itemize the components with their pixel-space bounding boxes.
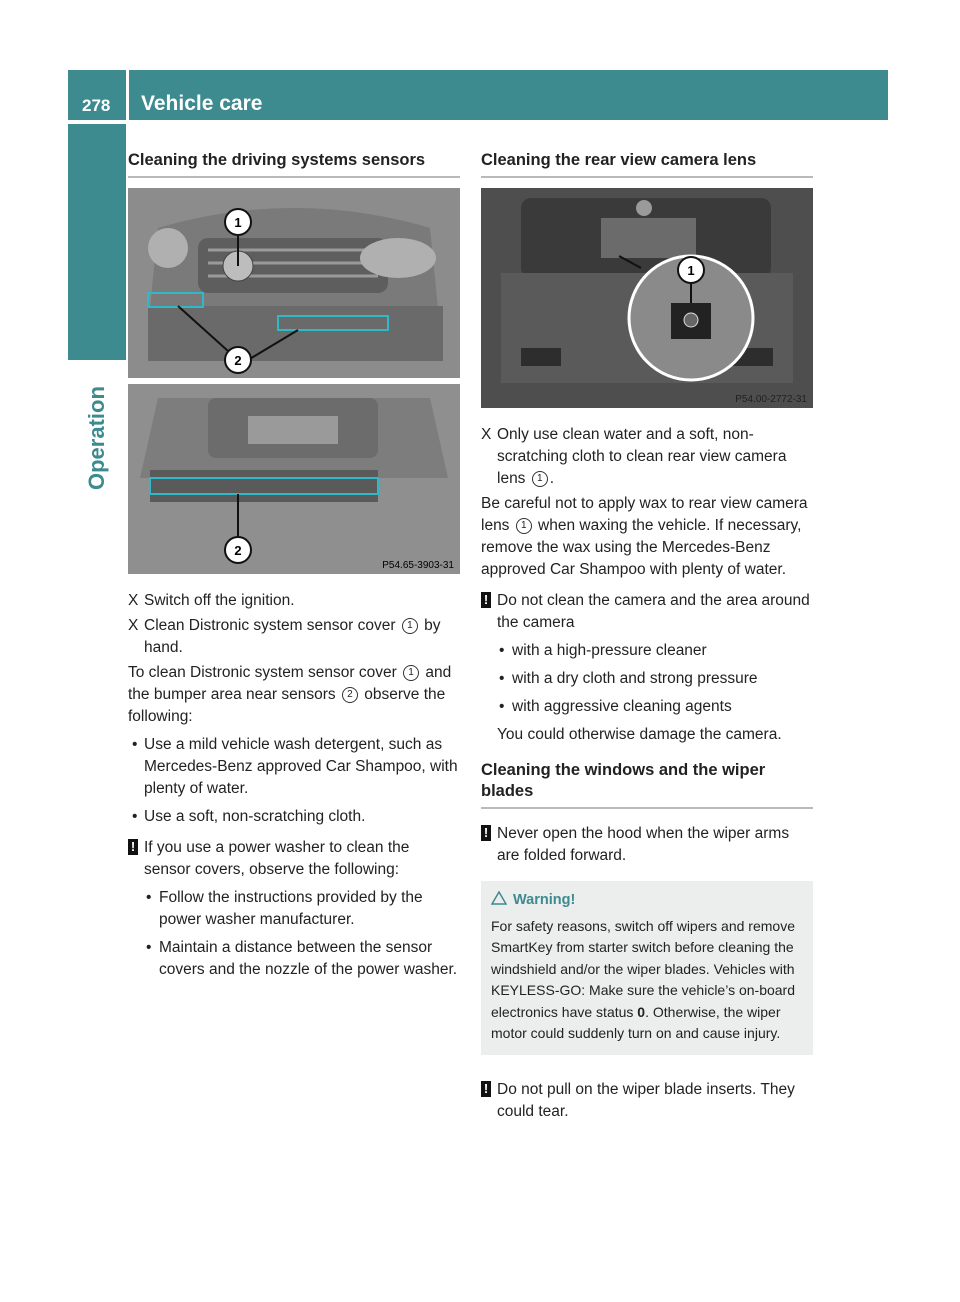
warning-text: [491, 916, 803, 1045]
camera-figure: [481, 188, 813, 408]
bullet-text: Use a mild vehicle wash detergent, such as Mercedes-Benz approved Car Shampoo, with plenty of water.: [144, 736, 458, 797]
step-marker: X: [128, 617, 139, 634]
notice: [128, 837, 460, 881]
para-text: when waxing the vehicle. If necessary, remove the wax using the Mercedes-Benz approved Car Shampoo with plenty of water.: [481, 517, 802, 578]
step-1: [128, 590, 460, 612]
step-text: Clean Distronic system sensor cover: [144, 617, 400, 634]
bullet-1: [128, 734, 460, 800]
ref-callout: 1: [403, 665, 419, 681]
page-number: 278: [82, 96, 111, 115]
bullet-text: Follow the instructions provided by the power washer manufacturer.: [159, 889, 423, 928]
notice-text: Do not pull on the wiper blade inserts. They could tear.: [497, 1080, 795, 1120]
warning-text-post: . Otherwise, the wiper motor could suddenly turn on and cause injury.: [491, 1003, 781, 1041]
step-marker: X: [481, 426, 492, 443]
ref-callout: 2: [342, 687, 358, 703]
sidebar-tab: [68, 124, 126, 360]
warning-header: [491, 889, 803, 912]
section-title-bar: [129, 70, 888, 120]
left-heading: Cleaning the driving systems sensors: [128, 150, 460, 178]
section-title: Vehicle care: [141, 92, 263, 115]
step-text-end: by hand.: [144, 617, 441, 656]
notice-icon: !: [481, 592, 491, 608]
bullet-text: Use a soft, non-scratching cloth.: [144, 808, 366, 825]
bullet-text: Maintain a distance between the sensor covers and the nozzle of the power washer.: [159, 939, 458, 978]
intro-paragraph: [128, 662, 460, 728]
notice-after: You could otherwise damage the camera.: [497, 726, 782, 743]
bullet-mark: •: [499, 670, 505, 687]
warning-status: 0: [637, 1003, 646, 1020]
step-text-end: .: [549, 470, 555, 487]
warning-triangle-icon: [491, 891, 507, 905]
right-heading: Cleaning the rear view camera lens: [481, 150, 813, 178]
notice-text: Never open the hood when the wiper arms are folded forward.: [497, 825, 790, 864]
notice: [481, 590, 813, 634]
notice-icon: !: [481, 825, 491, 841]
bullet-text: with a high-pressure cleaner: [512, 642, 707, 659]
sensors-figure: [128, 188, 460, 574]
figure-ref: P54.65-3903-31: [382, 560, 454, 571]
callout-1: 1: [234, 215, 242, 230]
notice-bullet-1: [128, 887, 460, 931]
callout-1: 1: [687, 263, 695, 278]
bullet-mark: •: [499, 698, 505, 715]
notice-bullet-2: [481, 668, 813, 690]
bullet-text: with a dry cloth and strong pressure: [512, 670, 758, 687]
notice-bullet-2: [128, 937, 460, 981]
bullet-mark: •: [132, 736, 138, 753]
page-number-bar: [68, 70, 126, 120]
notice-inserts: [481, 1079, 813, 1123]
windows-heading: Cleaning the windows and the wiper blades: [481, 760, 813, 809]
right-column: [481, 150, 813, 1123]
step-1: [481, 424, 813, 490]
sidebar-label: Operation: [84, 386, 109, 490]
notice-hood: [481, 823, 813, 867]
left-column: [128, 150, 460, 981]
notice-bullet-1: [481, 640, 813, 662]
warning-text-pre: For safety reasons, switch off wipers and remove SmartKey from starter switch before cleaning the windshield and/or the wiper blades. Vehicles with KEYLESS-GO: Make sure the vehicle’s on-board electronics have status: [491, 917, 796, 1020]
bullet-2: [128, 806, 460, 828]
notice-bullet-3: [481, 696, 813, 718]
figure-ref: P54.00-2772-31: [735, 394, 807, 405]
step-text: Switch off the ignition.: [144, 592, 295, 609]
step-text: Only use clean water and a soft, non-scratching cloth to clean rear view camera lens: [497, 426, 787, 487]
intro-text: observe the following:: [128, 686, 446, 725]
callout-2b: 2: [234, 543, 242, 558]
bullet-mark: •: [132, 808, 138, 825]
para-text: Be careful not to apply wax to rear view camera lens: [481, 495, 808, 534]
notice-icon: !: [481, 1081, 491, 1097]
sensors-illustration: [128, 188, 460, 574]
intro-text: To clean Distronic system sensor cover: [128, 664, 402, 681]
wax-paragraph: [481, 493, 813, 581]
ref-callout: 1: [532, 471, 548, 487]
callout-2: 2: [234, 353, 242, 368]
notice-text: Do not clean the camera and the area around the camera: [497, 592, 810, 631]
ref-callout: 1: [402, 618, 418, 634]
ref-callout: 1: [516, 518, 532, 534]
step-marker: X: [128, 592, 139, 609]
bullet-text: with aggressive cleaning agents: [512, 698, 732, 715]
bullet-mark: •: [146, 889, 152, 906]
notice-icon: !: [128, 839, 138, 855]
camera-illustration: [481, 188, 813, 408]
intro-text: and the bumper area near sensors: [128, 664, 452, 703]
bullet-mark: •: [146, 939, 152, 956]
step-2: [128, 615, 460, 659]
warning-box: [481, 881, 813, 1055]
notice-text: If you use a power washer to clean the sensor covers, observe the following:: [144, 839, 410, 878]
bullet-mark: •: [499, 642, 505, 659]
warning-title: Warning!: [513, 892, 576, 908]
